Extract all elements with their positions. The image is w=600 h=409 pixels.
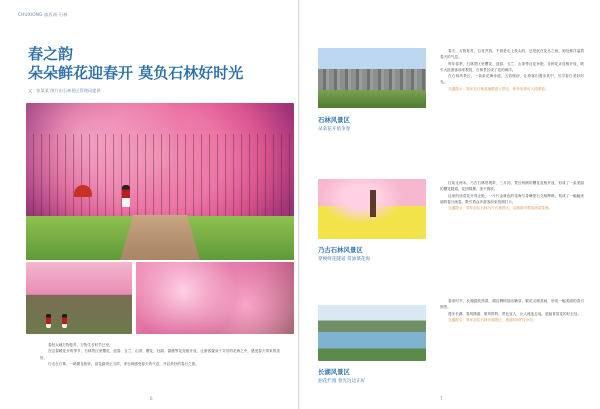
right1-para-1: 春天，万物复苏，百花齐放，不管是走上枝头的，还是低在花丛之间，到处都洋溢着春天的气息。: [440, 49, 584, 60]
section-caption-3: [318, 367, 365, 384]
right1-traffic-tip: 交通提示：驾车走石林高速路进入景区，停车后即可入园游览。: [448, 86, 549, 91]
section-caption-2: [318, 245, 370, 262]
article-byline: 文：张某某 图片由石林景区管理局提供: [28, 88, 101, 93]
stone-forest-photo: [318, 48, 426, 108]
right3-para-1: 春来时节，长湖碧波荡漾，湖边柳树抽出嫩芽，繁花点缀其间，形成一幅美丽的春日图景。: [440, 299, 584, 310]
right2-traffic-tip: 交通提示：驾车前往石林乃古石林景区，沿路即可观赏油菜花海。: [448, 206, 553, 211]
canola-blossom-photo: [318, 179, 426, 239]
right2-para-2: 这里的油菜花开得正艳，一片片金黄色的花海与奇峰怪石交相辉映，构成了一幅幅美丽的春日画卷，吸引着众多游客前来拍照打卡。: [440, 193, 584, 204]
right-column-2: [440, 180, 584, 211]
article-title-line2: 朵朵鲜花迎春开 莫负石林好时光: [28, 64, 244, 82]
path: [120, 214, 200, 260]
article-title-line1: 春之韵: [28, 45, 74, 63]
article-title-block: [28, 46, 258, 94]
tree-trunk: [370, 190, 376, 217]
section-title-3: 长湖风景区: [318, 368, 350, 376]
section-caption-1: [318, 115, 350, 132]
section-subtitle-3: 油花烂漫 春光这边正好: [318, 379, 366, 384]
left-para-2: 在这春暖花开的季节，石林景区里樱花、迎春、玉兰、山茶、樱花、杜鹃、蔷薇等花竞相开放，让游客置身于芬芳的花海之中，感受春天带来的美好。: [40, 349, 280, 360]
section-subtitle-2: 穿梭鲜花隧道 赏油菜花海: [318, 257, 370, 262]
dancers-photo: [26, 262, 132, 334]
right3-traffic-tip: 交通提示：驾车前往石林长湖景区，游览时间约1小时。: [448, 317, 537, 322]
left-para-1: 春回大地万物复苏，万物生长时节已至。: [48, 343, 113, 347]
dancer-2: [62, 314, 67, 328]
dancer-1: [46, 314, 51, 328]
right1-para-2: 每年春季，石林景区里樱花、迎春、玉兰、山茶等百花争艳，各种花卉竞相开放，吸引大批游客前来观赏，石林景区成了花的海洋。: [440, 61, 584, 72]
running-header: CHUXIONG 滇西南·石林: [18, 12, 68, 17]
dancer-figure: [122, 185, 130, 207]
cherry-blossom-tunnel-photo: [26, 103, 294, 260]
left-para-3: 行走在石林，一路繁花相伴，赏花踏青正当时，来石林感受春天的气息，开启美好的春日之旅。: [48, 361, 199, 366]
right-column-1: [440, 48, 584, 92]
section-title-2: 乃古石林风景区: [318, 246, 363, 254]
blossom-closeup-photo: [136, 262, 294, 334]
section-title-1: 石林风景区: [318, 116, 350, 124]
section-subtitle-1: 朵朵花开俏争春: [318, 127, 351, 132]
page-number-right: 7: [440, 396, 443, 401]
right3-para-2: 漫步长湖，春风拂面，微风阵阵，景色宜人，让人流连忘返，是踏青赏花的好去处。: [448, 311, 581, 316]
right1-para-3: 在石林风景区，一条条花海步道，五彩缤纷，让游客们漫步其中，尽享春日美好时光。: [440, 74, 584, 85]
right2-para-1: 往前走两米，乃古石林景观带，三月初，景区两侧的樱花竞相开放，形成了一条美丽的樱花隧道，花团锦簇，美不胜收。: [440, 181, 584, 192]
page-number-left: 6: [150, 396, 153, 401]
left-column-text: [40, 342, 280, 367]
right-column-3: [440, 298, 584, 323]
long-lake-photo: [318, 305, 426, 361]
stone-foreground: [318, 90, 426, 108]
